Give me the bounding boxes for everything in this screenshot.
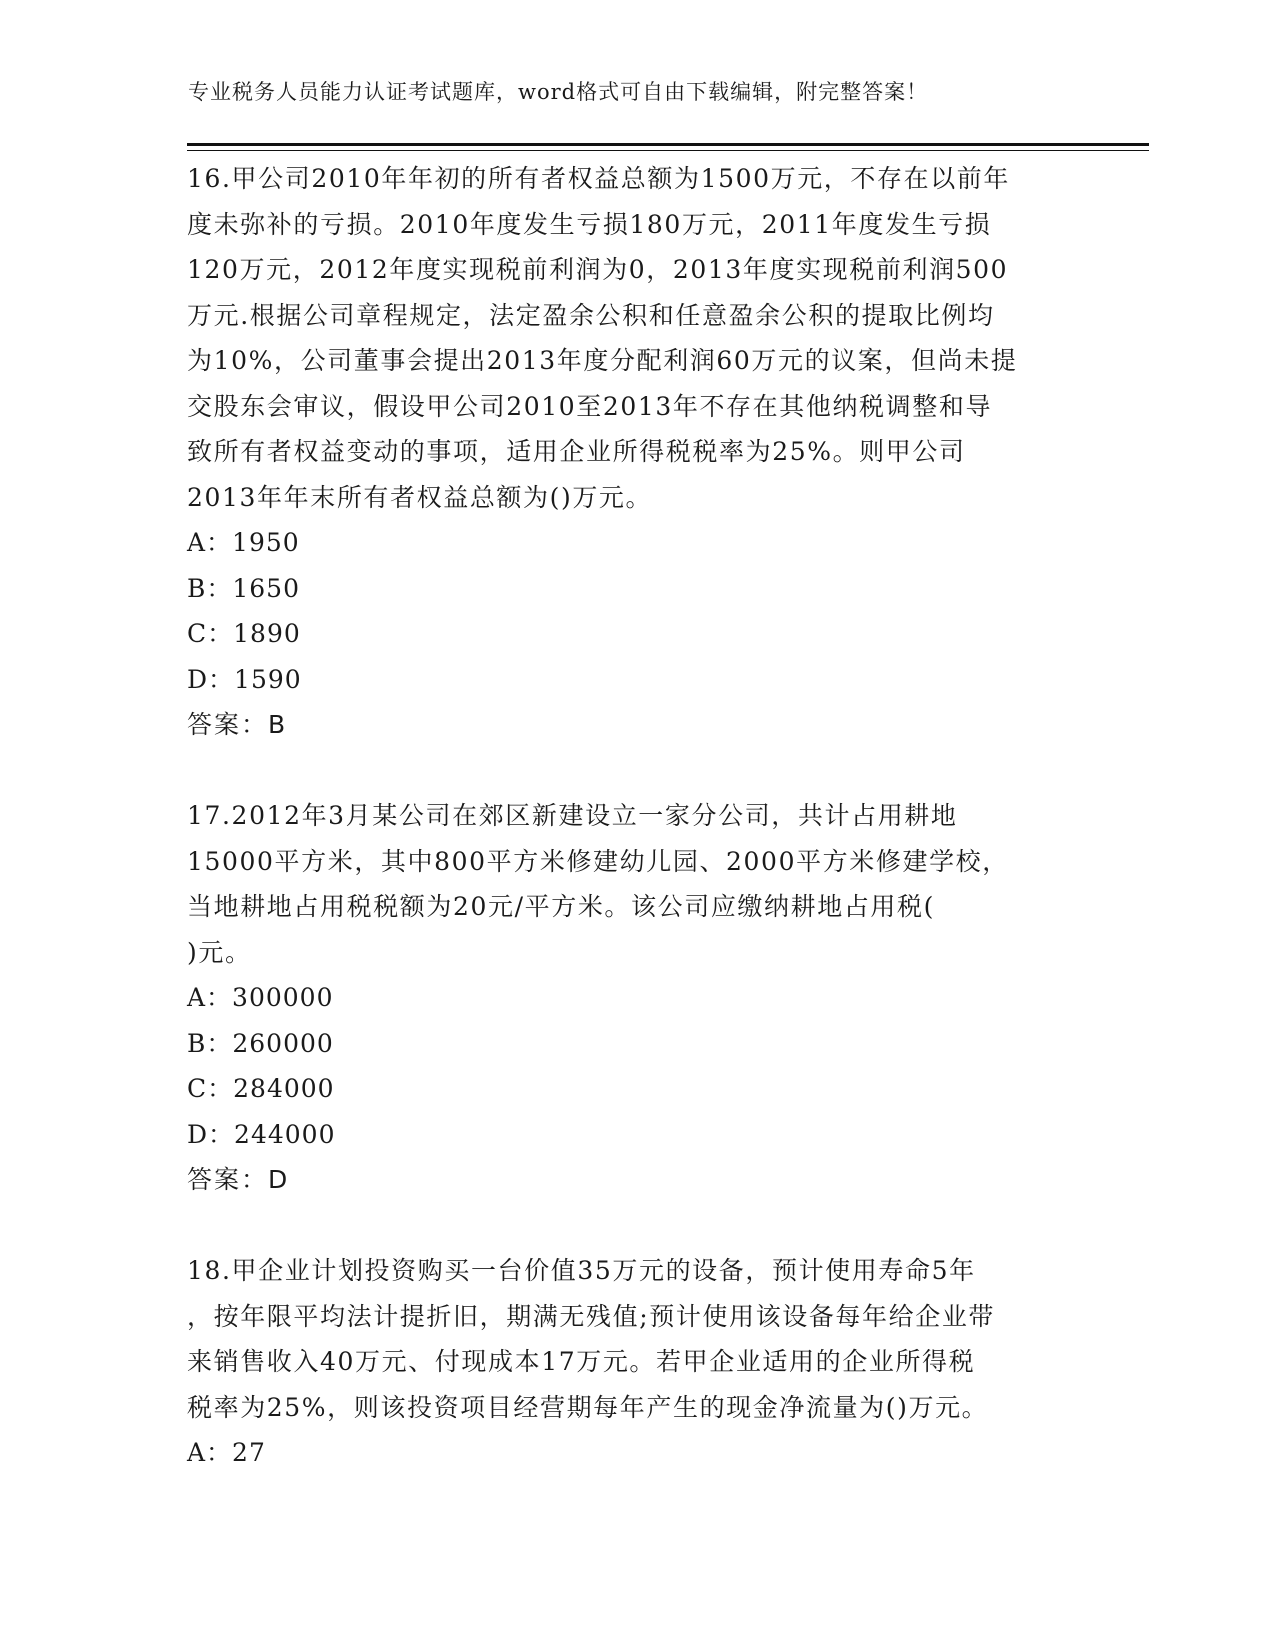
question-17-line: 15000平方米，其中800平方米修建幼儿园、2000平方米修建学校， [187, 846, 1009, 876]
question-18-option-a: A：27 [187, 1438, 266, 1467]
question-list [187, 156, 1087, 1476]
question-16-line: 16.甲公司2010年年初的所有者权益总额为1500万元，不存在以前年 [187, 164, 1011, 193]
question-17-line: 当地耕地占用税税额为20元/平方米。该公司应缴纳耕地占用税( [187, 892, 935, 921]
question-16 [187, 156, 1087, 748]
question-17-option-c: C：284000 [187, 1074, 335, 1103]
question-17-option-a: A：300000 [187, 983, 334, 1012]
question-16-option-d: D：1590 [187, 664, 302, 694]
question-17 [187, 793, 1087, 1203]
question-17-option-d: D：244000 [187, 1119, 336, 1149]
question-spacer [187, 1203, 1087, 1249]
question-18-line: 税率为25%，则该投资项目经营期每年产生的现金净流量为()万元。 [187, 1392, 989, 1422]
question-16-line: 交股东会审议，假设甲公司2010至2013年不存在其他纳税调整和导 [187, 391, 993, 421]
question-16-option-a: A：1950 [187, 528, 300, 557]
question-16-option-c: C：1890 [187, 619, 301, 648]
question-16-line: 致所有者权益变动的事项，适用企业所得税税率为25%。则甲公司 [187, 437, 966, 466]
question-17-answer: 答案：D [187, 1165, 290, 1194]
header-rule-thick [187, 143, 1149, 146]
question-17-line: )元。 [187, 937, 252, 967]
header-rule-thin [187, 150, 1149, 151]
question-18-line: 18.甲企业计划投资购买一台价值35万元的设备，预计使用寿命5年 [187, 1256, 976, 1285]
question-16-line: 度未弥补的亏损。2010年度发生亏损180万元，2011年度发生亏损 [187, 209, 992, 239]
question-16-option-b: B：1650 [187, 573, 300, 603]
question-16-line: 万元.根据公司章程规定，法定盈余公积和任意盈余公积的提取比例均 [187, 300, 995, 330]
question-17-line: 17.2012年3月某公司在郊区新建设立一家分公司，共计占用耕地 [187, 801, 958, 830]
question-spacer [187, 748, 1087, 794]
question-16-line: 2013年年末所有者权益总额为()万元。 [187, 482, 653, 512]
question-18 [187, 1248, 1087, 1476]
question-18-line: ，按年限平均法计提折旧，期满无残值;预计使用该设备每年给企业带 [187, 1301, 996, 1331]
question-16-line: 为10%，公司董事会提出2013年度分配利润60万元的议案，但尚未提 [187, 346, 1018, 375]
page-header: 专业税务人员能力认证考试题库，word格式可自由下载编辑，附完整答案！ [188, 80, 929, 104]
question-16-line: 120万元，2012年度实现税前利润为0，2013年度实现税前利润500 [187, 255, 1009, 284]
question-17-option-b: B：260000 [187, 1028, 334, 1058]
question-18-line: 来销售收入40万元、付现成本17万元。若甲企业适用的企业所得税 [187, 1347, 976, 1376]
question-16-answer: 答案：B [187, 710, 288, 739]
